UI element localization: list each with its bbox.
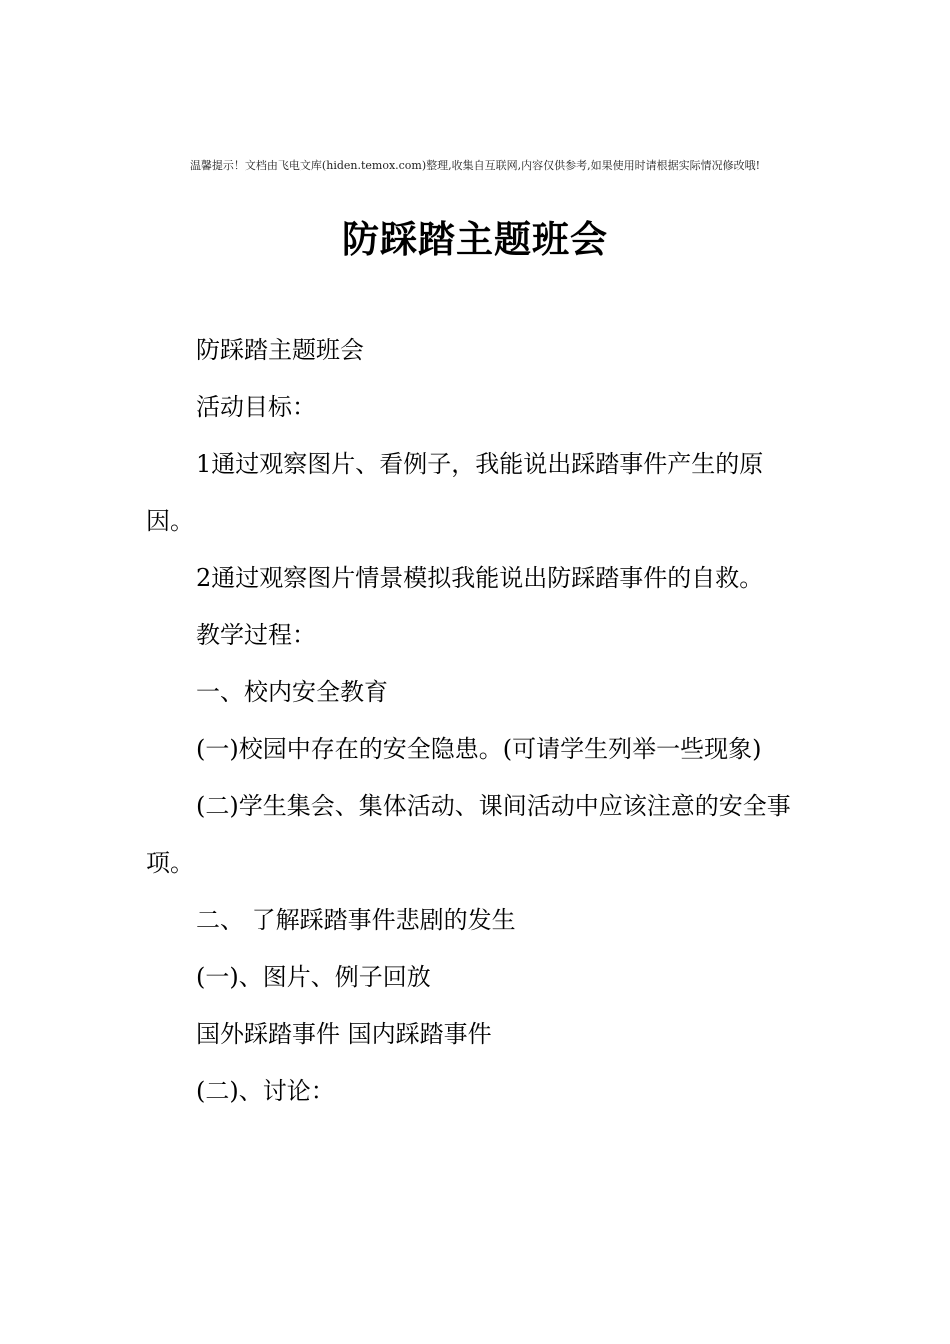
paragraph-objective-2: 2通过观察图片情景模拟我能说出防踩踏事件的自救。 (196, 564, 764, 592)
paragraph-section-2-item-1: (一)、图片、例子回放 (196, 963, 431, 991)
paragraph-section-2: 二、 了解踩踏事件悲剧的发生 (196, 906, 516, 934)
paragraph-section-2-item-2: (二)、讨论： (196, 1077, 335, 1105)
paragraph-process-heading: 教学过程： (196, 621, 316, 649)
document-title: 防踩踏主题班会 (342, 216, 608, 261)
paragraph-section-1-item-2: (二)学生集会、集体活动、课间活动中应该注意的安全事项。 (146, 792, 791, 877)
paragraph-objective-1: 1通过观察图片、看例子，我能说出踩踏事件产生的原因。 (146, 450, 764, 535)
paragraph-section-1: 一、校内安全教育 (196, 678, 388, 706)
paragraph-section-1-item-1: (一)校园中存在的安全隐患。(可请学生列举一些现象) (196, 735, 762, 763)
paragraph-objectives-heading: 活动目标： (196, 393, 316, 421)
download-notice: 温馨提示！文档由飞电文库(hiden.temox.com)整理,收集自互联网,内容仅供参考,如果使用时请根据实际情况修改哦! (189, 159, 761, 172)
paragraph-subtitle: 防踩踏主题班会 (196, 336, 364, 364)
document-body (146, 322, 808, 1120)
paragraph-incident-types: 国外踩踏事件 国内踩踏事件 (196, 1020, 492, 1048)
